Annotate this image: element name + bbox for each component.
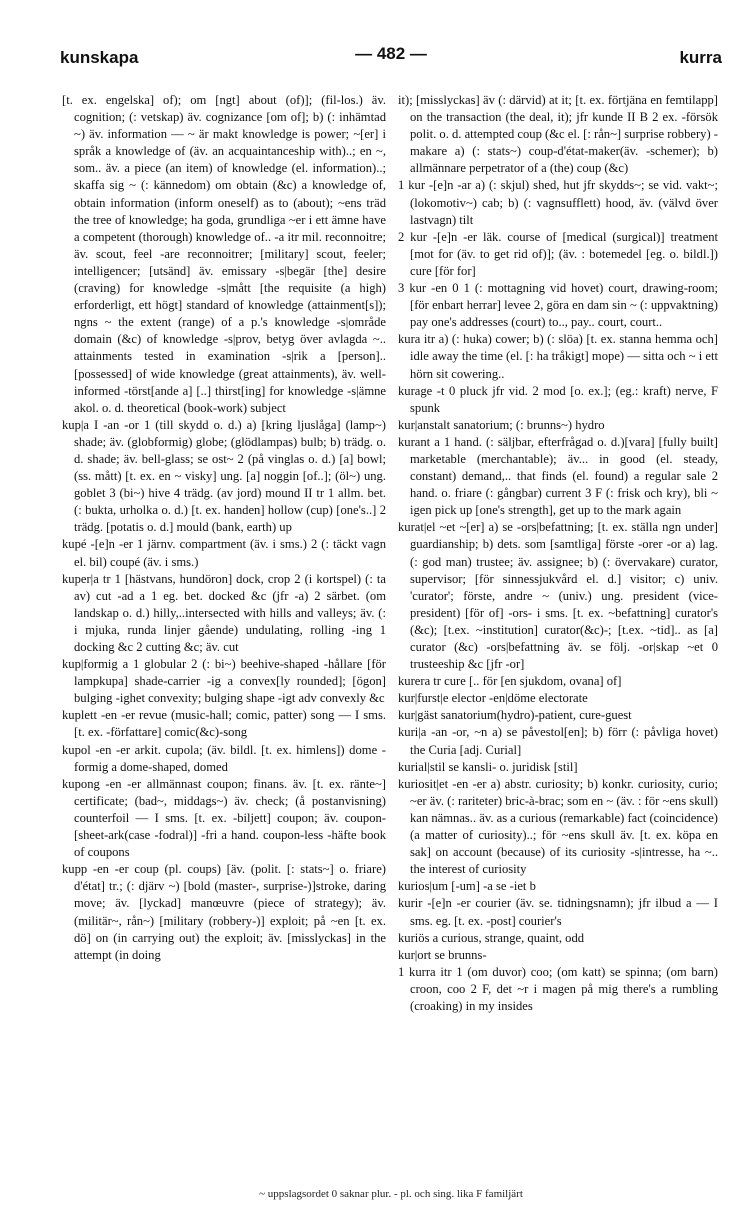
dictionary-entry: 1 kurra itr 1 (om duvor) coo; (om katt) se spinna; (om barn) croon, coo 2 F, det ~r i magen på mig there's a rumbling (croaking) in my insides [398, 964, 718, 1013]
dictionary-entry: kupong -en -er allmännast coupon; finans. äv. [t. ex. ränte~] certificate; (bad~, middags~) äv. check; (å postanvisning) counterfoil — I sms. [t. ex. -biljett] coupon; äv. coupon-[sheet-ark(case -fodral)] -fri a hand. coupon-less -häfte book of coupons [62, 776, 386, 860]
dictionary-entry: kurera tr cure [.. för [en sjukdom, ovana] of] [398, 674, 622, 689]
dictionary-entry: it); [misslyckas] äv (: därvid) at it; [t. ex. förtjäna en femtilapp] on the transaction (the deal, it); jfr kunde II B 2 ex. -försök polit. o. d. attempted coup (&c el. [: rån~] surprise robbery) -makare a) (: stats~) coup-d'état-maker(äv. -schemer); b) allmännare perpetrator of a (the) coup (&c) [398, 93, 718, 176]
dictionary-entry: kup|formig a 1 globular 2 (: bi~) beehive-shaped -hållare [för lampkupa] shade-carrier -ig a convex[ly rounded]; [ögon] bulging -ighet convexity; bulging shape -igt adv convexly &c [62, 657, 386, 706]
dictionary-entry: kur|ort se brunns- [398, 947, 487, 962]
dictionary-entry: kup|a I -an -or 1 (till skydd o. d.) a) [kring ljuslåga] (lamp~) shade; äv. (globformig) globe; (glödlampas) bulb; b) trädg. o. d. shade; äv. bell-glass; se ost~ 2 (på vinglas o. d.) [a] bowl; (ss. mått) [t. ex. en ~ visky] ung. [a] noggin [of..]; (öl~) ung. goblet 3 (bi~) hive 4 trädg. (av jord) mound II tr 1 allm. bet. (: bukta, urholka o. d.) [t. ex. handen] hollow (cup) [one's..] 2 trädg. [potatis o. d.] mould (bank, earth) up [62, 417, 386, 535]
dictionary-entry: kura itr a) (: huka) cower; b) (: slöa) [t. ex. stanna hemma och] idle away the time (el. [: ha tråkigt] mope) — sitta och ~ i ett hörn sit cowering.. [398, 332, 718, 381]
dictionary-entry: kurial|stil se kansli- o. juridisk [stil] [398, 759, 578, 774]
dictionary-entry: kur|anstalt sanatorium; (: brunns~) hydro [398, 417, 605, 432]
dictionary-entry: 3 kur -en 0 1 (: mottagning vid hovet) court, drawing-room; [för enbart herrar] levee 2, göra en dam sin ~ (: uppvaktning) pay one's addresses (court) to.., pay.. court, court.. [398, 281, 718, 330]
header-left-guide-word: kunskapa [60, 48, 139, 67]
dictionary-entry: kurat|el ~et ~[er] a) se -ors|befattning; [t. ex. ställa ngn under] guardianship; b) dets. som [samtliga] förste -orer -or a) lag. (: god man) trustee; äv. assignee; b) (: övervakare) curator, supervisor; [för sinnessjukvård el. d.] visitor; c) univ. 'curator'; förste, andre ~ (univ.) ung. president (vice-president) [för of] -ors- i sms. [t. ex. ~befattning] curator's (&c); [t.ex. ~institution] curator(&c)-; [t.ex. ~tid].. as [a] curator (&c) -ors|befattning äv. se följ. -or|skap ~et 0 trusteeship &c [jfr -or] [398, 520, 718, 672]
dictionary-entry: kur|gäst sanatorium(hydro)-patient, cure-guest [398, 708, 632, 723]
dictionary-entry: kuplett -en -er revue (music-hall; comic, patter) song — I sms. [t. ex. -författare] comic(&c)-song [62, 708, 386, 740]
dictionary-entry: kurir -[e]n -er courier (äv. se. tidningsnamn); jfr ilbud a — I sms. eg. [t. ex. -post] courier's [398, 896, 718, 928]
dictionary-entry: kuriosit|et -en -er a) abstr. curiosity; b) konkr. curiosity, curio; ~er äv. (: rariteter) bric-à-brac; som en ~ (äv. : för ~ens skull) kan nämnas.. äv. as a curious (remarkable) fact (coincidence) (a matter of curiosity)..; för ~ens skull äv. [t. ex. köpa en sak] on account (because) of its curiosity -s|intresse, ha ~.. the interest of curiosity [398, 776, 718, 877]
dictionary-entry: 2 kur -[e]n -er läk. course of [medical (surgical)] treatment [mot for (äv. to get rid of)]; (äv. : botemedel [eg. o. bildl.]) cure [för for] [398, 229, 718, 278]
right-column [398, 92, 718, 1154]
abbreviation-legend: ~ uppslagsordet 0 saknar plur. - pl. och sing. lika F familjärt [259, 1188, 523, 1200]
dictionary-entry: kur|furst|e elector -en|döme electorate [398, 691, 588, 706]
dictionary-entry: kupp -en -er coup (pl. coups) [äv. (polit. [: stats~] o. friare) d'état] tr.; (: djärv ~) [bold (master-, surprise-)]stroke, daring move; äv. [lyckad] manœuvre (piece of strategy); äv. (militär~, rån~) [military (robbery-)] exploit; på ~en [t. ex. dö] on (in carrying out) the exploit; äv. [misslyckas] in the attempt (in doing [62, 862, 386, 962]
dictionary-entry: kupol -en -er arkit. cupola; (äv. bildl. [t. ex. himlens]) dome -formig a dome-shaped, domed [62, 742, 386, 774]
dictionary-entry: kuper|a tr 1 [hästvans, hundöron] dock, crop 2 (i kortspel) (: ta av) cut -ad a 1 eg. bet. docked &c (jfr -a) 2 särbet. (om landskap o. d.) hilly,..intersected with hills and valleys; äv. (: i mjuka, runda linjer gående) undulating, rolling -ing 1 docking &c 2 cutting &c; äv. cut [62, 571, 386, 654]
dictionary-entry: kurant a 1 hand. (: säljbar, efterfrågad o. d.)[vara] [fully built] marketable (merchantable); äv... in good (el. steady, constant) demand,.. that finds (el. found) a regular sale 2 hand. o. friare (: gångbar) current 3 F (: frisk och kry), bli ~ igen pick up [one's strength], get up to the mark again [398, 434, 718, 518]
dictionary-entry: 1 kur -[e]n -ar a) (: skjul) shed, hut jfr skydds~; se vid. vakt~; (lokomotiv~) cab; b) (: vagnsufflett) hood, äv. (välvd över lastvagn) tilt [398, 178, 718, 227]
dictionary-entry: kuri|a -an -or, ~n a) se påvestol[en]; b) förr (: påvliga hovet) the Curia [adj. Curial] [398, 725, 718, 757]
dictionary-entry: kuriös a curious, strange, quaint, odd [398, 930, 585, 945]
dictionary-entry: kupé -[e]n -er 1 järnv. compartment (äv. i sms.) 2 (: täckt vagn el. bil) coupé (äv. i sms.) [62, 537, 386, 569]
left-column [62, 92, 386, 1154]
dictionary-entry: kurage -t 0 pluck jfr vid. 2 mod [o. ex.]; (eg.: kraft) nerve, F spunk [398, 383, 718, 415]
dictionary-entry: [t. ex. engelska] of); om [ngt] about (of)]; (fil-los.) äv. cognition; (: vetskap) äv. cognizance [om of]; b) (: inhämtad ~) äv. information — ~ är makt knowledge is power; ~[er] i språk a knowledge of (äv. an acquaintanceship with)..; en ~, som.. äv. a piece (an item) of knowledge (el. information)..; skaffa sig ~ (: kännedom) om obtain (&c) a knowledge of, obtain information (inform oneself) as to (about); ~ens träd the tree of knowledge; ha goda, grundliga ~er i ett ämne have a competent (thorough) knowledge of.. -a itr mil. reconnoitre; äv. scout, feel -are reconnoitrer; [military] scout, feeler; intelligencer; [utsänd] äv. emissary -s|begär [the] desire (craving) for knowledge -s|mått [the requisite (a high) erforderligt, ett högt] standard of knowledge (attainment[s]); ngns ~ the extent (range) of a p.'s knowledge -s|område domain (&c) of knowledge -s|prov, betyg över avlagda ~.. attainments tested in examination -s|rik a [person].. [possessed] of wide knowledge (great attainments), äv. well-informed -törst[ande a] [..] thirst[ing] for knowledge -s|ämne akol. o. d. theoretical (book-work) subject [62, 93, 386, 415]
page-number: — 482 — [355, 44, 427, 63]
dictionary-entry: kurios|um [-um] -a se -iet b [398, 879, 536, 894]
page-header [60, 44, 722, 72]
header-right-guide-word: kurra [679, 48, 722, 67]
